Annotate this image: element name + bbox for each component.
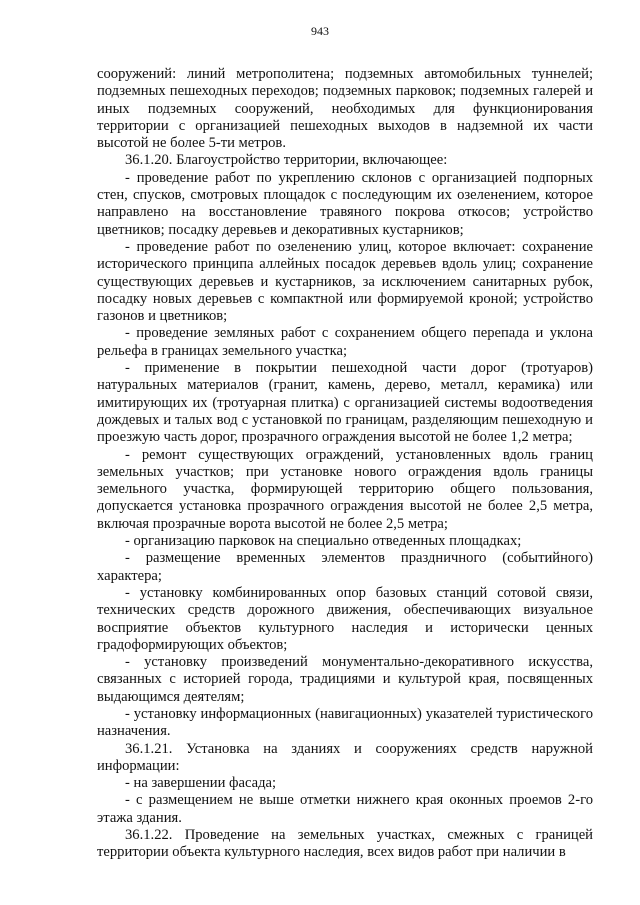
paragraph: - организацию парковок на специально отведенных площадках; [125, 533, 522, 550]
paragraph: 36.1.20. Благоустройство территории, включающее: [125, 152, 448, 169]
paragraph: - установку комбинированных опор базовых станций сотовой связи, технических средств дорожного движения, обеспечивающих визуальное восприятие объектов культурного наследия и исторически ценных градоформирующих объектов; [97, 584, 593, 653]
paragraph: - с размещением не выше отметки нижнего края оконных проемов 2-го этажа здания. [97, 792, 593, 826]
paragraph: - проведение работ по укреплению склонов с организацией подпорных стен, спусков, смотровых площадок с последующим их озеленением, которое направлено на восстановление травяного покрова откосов; устройство цветников; посадку деревьев и декоративных кустарников; [97, 169, 593, 238]
paragraph: - проведение работ по озеленению улиц, которое включает: сохранение исторического принципа аллейных посадок деревьев вдоль улиц; сохранение существующих деревьев и кустарников, за исключением санитарных рубок, посадку новых деревьев с компактной или формируемой кроной; устройство газонов и цветников; [97, 238, 593, 325]
paragraph: - на завершении фасада; [125, 775, 277, 792]
document-body [97, 66, 593, 862]
paragraph: 36.1.21. Установка на зданиях и сооружениях средств наружной информации: [97, 740, 593, 774]
paragraph: - проведение земляных работ с сохранением общего перепада и уклона рельефа в границах земельного участка; [97, 325, 593, 359]
paragraph: 36.1.22. Проведение на земельных участках, смежных с границей территории объекта культурного наследия, всех видов работ при наличии в [97, 827, 593, 861]
paragraph: - установку произведений монументально-декоративного искусства, связанных с историей города, традициями и культурой края, посвященных выдающимся деятелям; [97, 654, 593, 705]
page-number: 943 [311, 24, 329, 38]
paragraph: - применение в покрытии пешеходной части дорог (тротуаров) натуральных материалов (гранит, камень, дерево, металл, керамика) или имитирующих их (тротуарная плитка) с организацией системы водоотведения дождевых и талых вод с установкой по границам, разделяющим пешеходную и проезжую часть дорог, прозрачного ограждения высотой не более 1,2 метра; [97, 360, 593, 446]
paragraph: сооружений: линий метрополитена; подземных автомобильных туннелей; подземных пешеходных переходов; подземных парковок; подземных галерей и иных подземных сооружений, необходимых для функционирования территории с организацией пешеходных выходов в надземной их части высотой не более 5-ти метров. [97, 66, 593, 152]
paragraph: - ремонт существующих ограждений, установленных вдоль границ земельных участков; при установке нового ограждения вдоль границы земельного участка, формирующей территорию общего пользования, допускается установка прозрачного ограждения высотой не более 2,5 метра, включая прозрачные ворота высотой не более 2,5 метра; [97, 446, 593, 532]
paragraph: - установку информационных (навигационных) указателей туристического назначения. [97, 705, 593, 740]
paragraph: - размещение временных элементов праздничного (событийного) характера; [97, 550, 593, 584]
